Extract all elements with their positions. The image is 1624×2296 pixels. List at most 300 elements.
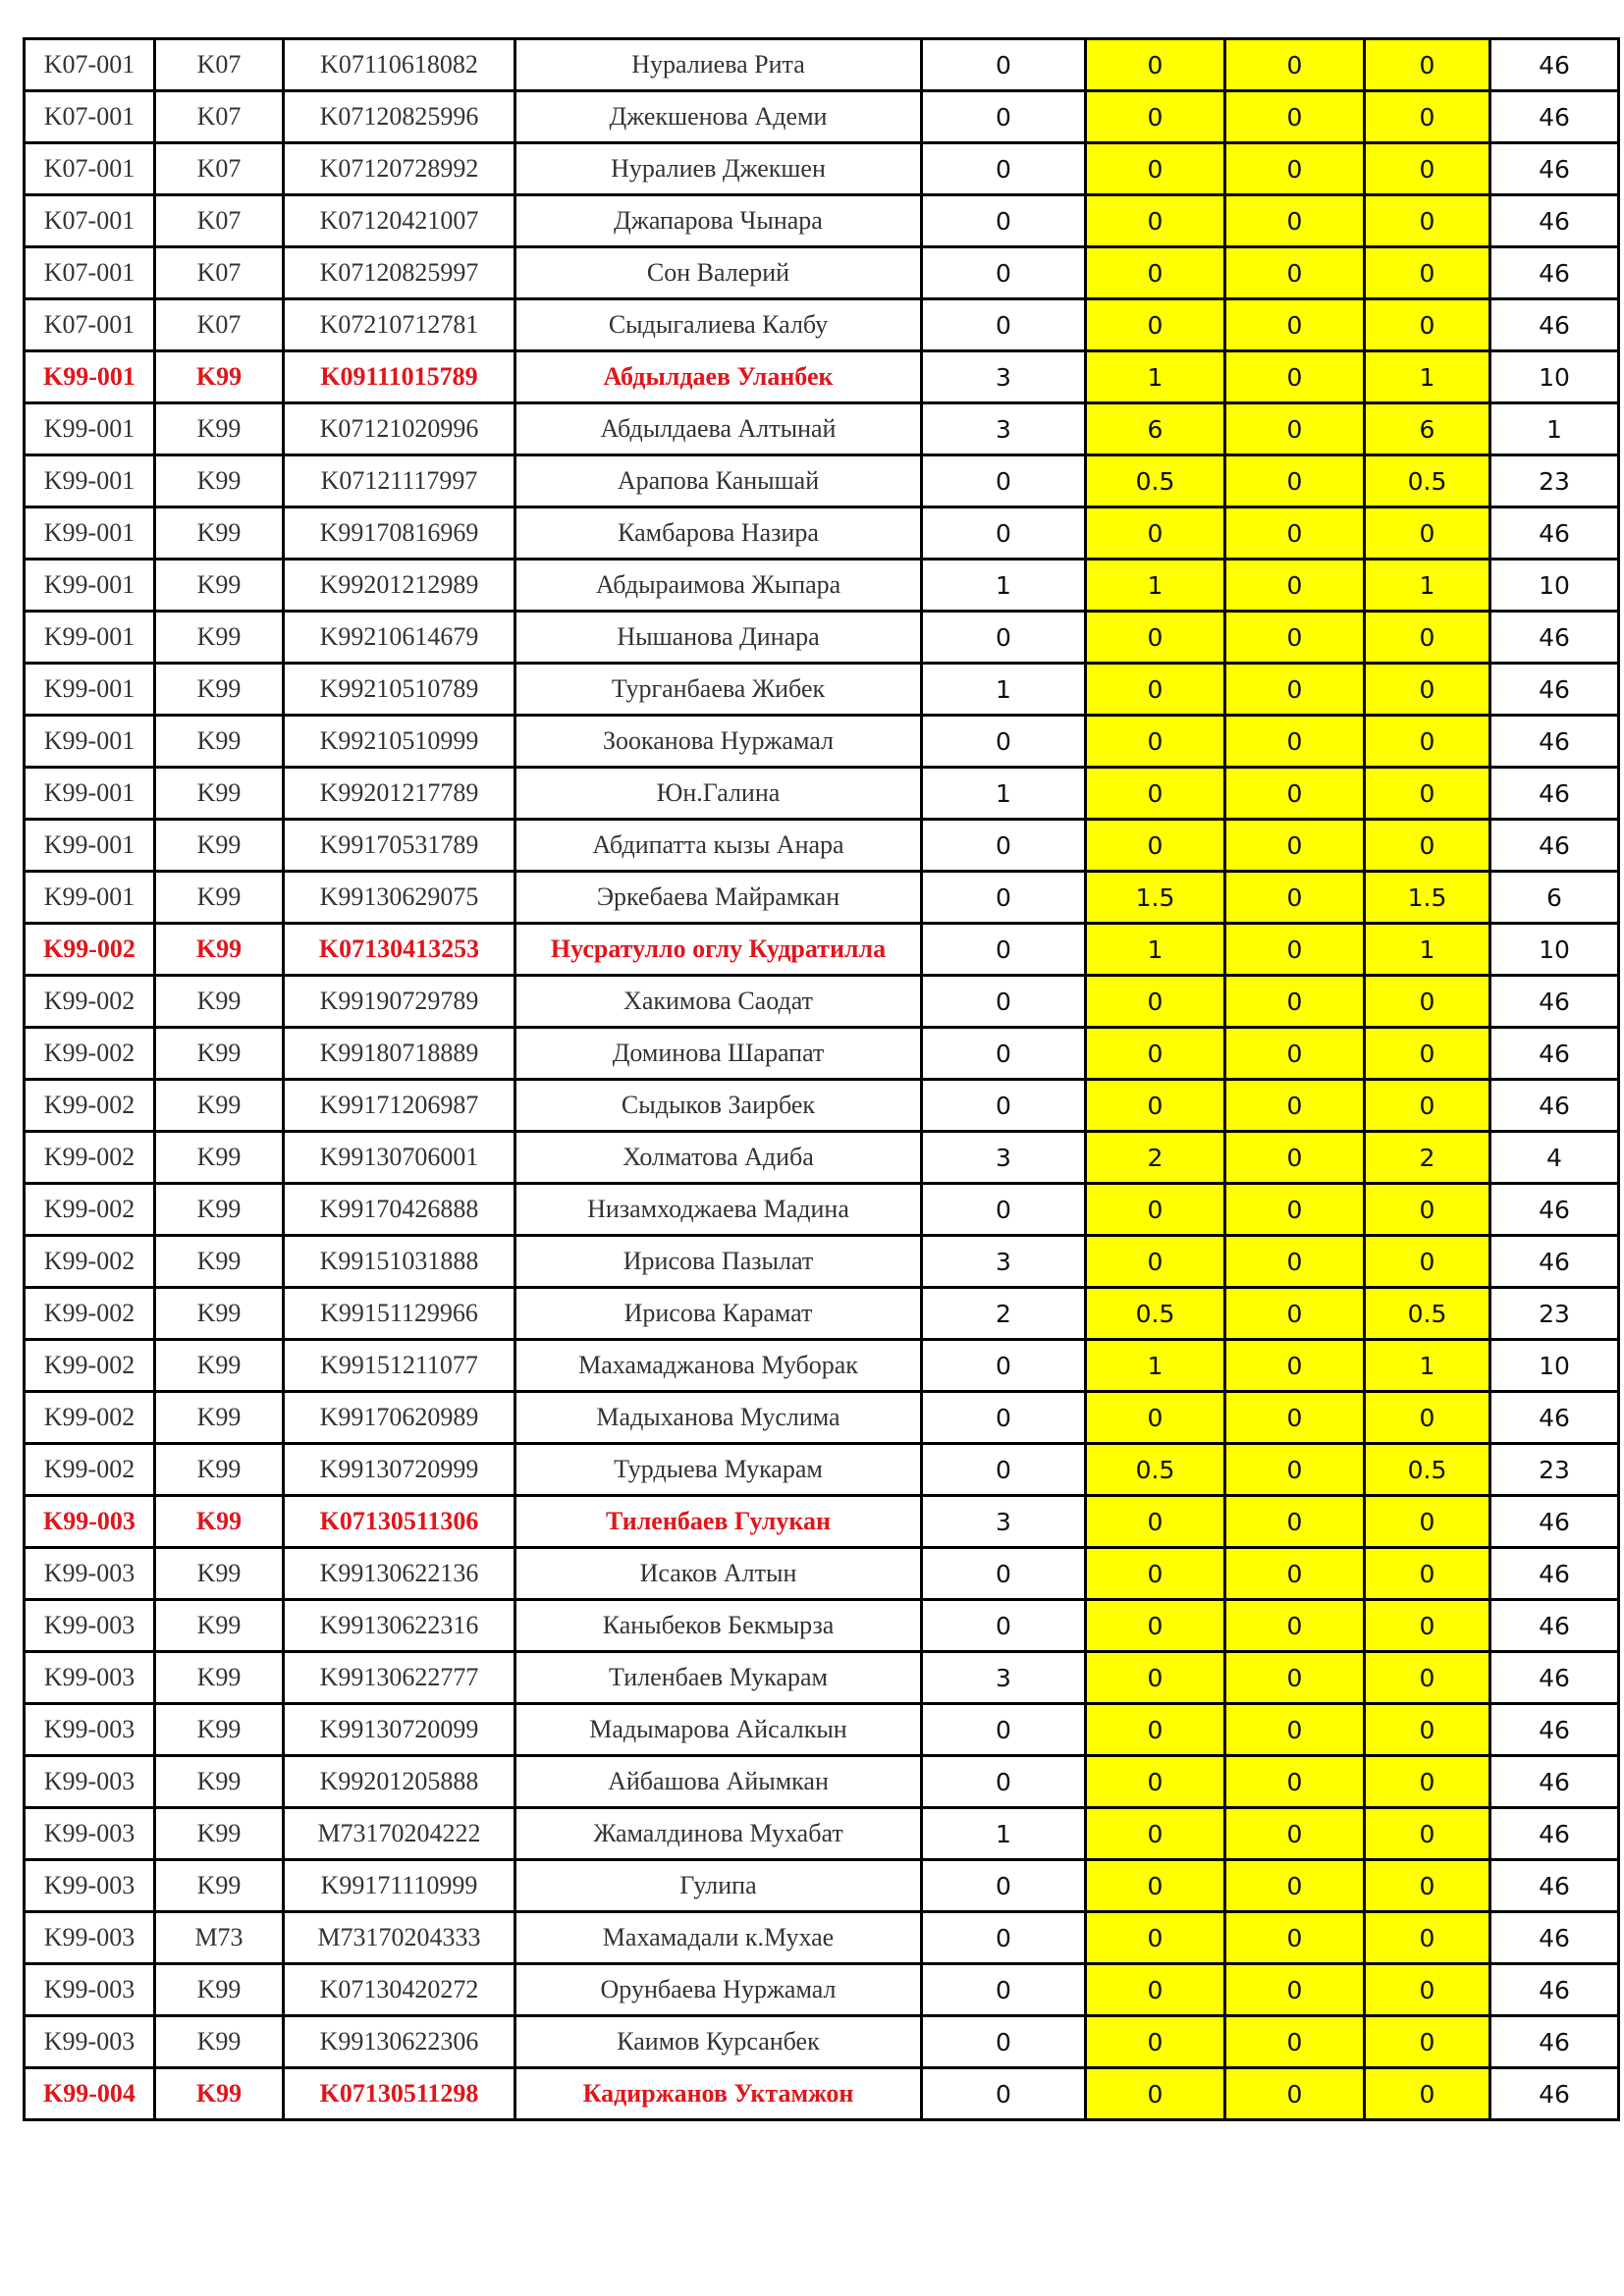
cell-id: K99210510789 xyxy=(284,664,515,716)
cell-group: K07 xyxy=(155,91,284,143)
cell-value-b: 2 xyxy=(1086,1132,1225,1184)
table-row xyxy=(25,2068,1619,2120)
cell-value-b: 0 xyxy=(1086,1860,1225,1912)
cell-group: K99 xyxy=(155,1860,284,1912)
cell-value-e: 46 xyxy=(1490,976,1619,1028)
cell-value-e: 10 xyxy=(1490,351,1619,403)
cell-id: K07120421007 xyxy=(284,195,515,247)
cell-value-a: 0 xyxy=(922,1704,1086,1756)
table-row xyxy=(25,924,1619,976)
cell-group: K07 xyxy=(155,299,284,351)
cell-code: K99-003 xyxy=(25,2016,155,2068)
cell-value-d: 0 xyxy=(1365,1184,1490,1236)
cell-value-a: 0 xyxy=(922,1392,1086,1444)
cell-code: K99-003 xyxy=(25,1548,155,1600)
cell-value-c: 0 xyxy=(1225,768,1365,820)
cell-value-e: 46 xyxy=(1490,768,1619,820)
table-row xyxy=(25,612,1619,664)
cell-code: K07-001 xyxy=(25,299,155,351)
cell-id: K99210614679 xyxy=(284,612,515,664)
cell-code: K07-001 xyxy=(25,247,155,299)
cell-code: K99-004 xyxy=(25,2068,155,2120)
cell-value-b: 0 xyxy=(1086,247,1225,299)
cell-id: M73170204333 xyxy=(284,1912,515,1964)
cell-value-b: 0 xyxy=(1086,1236,1225,1288)
cell-group: K99 xyxy=(155,1132,284,1184)
cell-value-b: 0.5 xyxy=(1086,1288,1225,1340)
cell-name: Арапова Канышай xyxy=(515,455,922,507)
cell-name: Тиленбаев Гулукан xyxy=(515,1496,922,1548)
cell-value-a: 1 xyxy=(922,664,1086,716)
cell-name: Сыдыков Заирбек xyxy=(515,1080,922,1132)
cell-value-b: 1 xyxy=(1086,560,1225,612)
cell-code: K07-001 xyxy=(25,39,155,91)
cell-id: K07120728992 xyxy=(284,143,515,195)
cell-code: K99-001 xyxy=(25,872,155,924)
cell-value-c: 0 xyxy=(1225,1548,1365,1600)
cell-id: M73170204222 xyxy=(284,1808,515,1860)
cell-value-c: 0 xyxy=(1225,1132,1365,1184)
table-row xyxy=(25,664,1619,716)
cell-id: K99180718889 xyxy=(284,1028,515,1080)
cell-value-a: 0 xyxy=(922,612,1086,664)
cell-value-b: 0 xyxy=(1086,91,1225,143)
cell-value-a: 1 xyxy=(922,1808,1086,1860)
cell-value-c: 0 xyxy=(1225,560,1365,612)
cell-value-b: 0 xyxy=(1086,612,1225,664)
cell-value-c: 0 xyxy=(1225,1184,1365,1236)
cell-value-d: 0 xyxy=(1365,664,1490,716)
cell-value-b: 1 xyxy=(1086,351,1225,403)
cell-value-d: 0 xyxy=(1365,1756,1490,1808)
cell-value-e: 46 xyxy=(1490,299,1619,351)
cell-value-d: 0 xyxy=(1365,1392,1490,1444)
cell-group: K99 xyxy=(155,1028,284,1080)
cell-group: K99 xyxy=(155,1756,284,1808)
cell-value-c: 0 xyxy=(1225,976,1365,1028)
cell-group: K99 xyxy=(155,351,284,403)
table-row xyxy=(25,716,1619,768)
cell-code: K99-003 xyxy=(25,1912,155,1964)
cell-value-a: 0 xyxy=(922,976,1086,1028)
cell-code: K07-001 xyxy=(25,91,155,143)
cell-value-d: 0 xyxy=(1365,1600,1490,1652)
cell-name: Махамадали к.Мухае xyxy=(515,1912,922,1964)
cell-value-c: 0 xyxy=(1225,2016,1365,2068)
cell-code: K99-002 xyxy=(25,1236,155,1288)
cell-value-c: 0 xyxy=(1225,1652,1365,1704)
cell-value-b: 1 xyxy=(1086,1340,1225,1392)
cell-name: Камбарова Назира xyxy=(515,507,922,560)
cell-name: Джапарова Чынара xyxy=(515,195,922,247)
cell-value-b: 0 xyxy=(1086,1600,1225,1652)
cell-value-d: 0 xyxy=(1365,91,1490,143)
cell-value-a: 0 xyxy=(922,1080,1086,1132)
cell-value-e: 46 xyxy=(1490,1912,1619,1964)
cell-group: K99 xyxy=(155,1548,284,1600)
cell-code: K99-001 xyxy=(25,351,155,403)
cell-value-e: 46 xyxy=(1490,1028,1619,1080)
cell-name: Турганбаева Жибек xyxy=(515,664,922,716)
cell-name: Юн.Галина xyxy=(515,768,922,820)
cell-value-b: 6 xyxy=(1086,403,1225,455)
cell-code: K99-001 xyxy=(25,820,155,872)
cell-group: K99 xyxy=(155,924,284,976)
cell-value-b: 0 xyxy=(1086,1964,1225,2016)
cell-value-d: 0 xyxy=(1365,1236,1490,1288)
cell-value-a: 3 xyxy=(922,1652,1086,1704)
cell-code: K99-003 xyxy=(25,1600,155,1652)
cell-value-e: 46 xyxy=(1490,1080,1619,1132)
table-row xyxy=(25,1704,1619,1756)
cell-value-e: 46 xyxy=(1490,612,1619,664)
cell-value-a: 0 xyxy=(922,1860,1086,1912)
cell-code: K99-002 xyxy=(25,976,155,1028)
cell-value-c: 0 xyxy=(1225,299,1365,351)
table-row xyxy=(25,195,1619,247)
cell-value-d: 0 xyxy=(1365,768,1490,820)
cell-value-c: 0 xyxy=(1225,247,1365,299)
cell-value-a: 3 xyxy=(922,1236,1086,1288)
cell-code: K07-001 xyxy=(25,143,155,195)
cell-value-d: 0.5 xyxy=(1365,1444,1490,1496)
cell-value-a: 3 xyxy=(922,1132,1086,1184)
cell-value-e: 46 xyxy=(1490,2016,1619,2068)
cell-value-b: 0 xyxy=(1086,976,1225,1028)
cell-code: K99-001 xyxy=(25,403,155,455)
cell-group: K99 xyxy=(155,1080,284,1132)
cell-value-d: 0 xyxy=(1365,1496,1490,1548)
records-table xyxy=(23,37,1620,2121)
cell-value-a: 0 xyxy=(922,924,1086,976)
cell-group: K99 xyxy=(155,1184,284,1236)
cell-value-c: 0 xyxy=(1225,351,1365,403)
cell-id: K07110618082 xyxy=(284,39,515,91)
cell-value-c: 0 xyxy=(1225,195,1365,247)
cell-value-b: 0 xyxy=(1086,1028,1225,1080)
cell-group: K99 xyxy=(155,2016,284,2068)
cell-group: K99 xyxy=(155,2068,284,2120)
cell-value-d: 0 xyxy=(1365,1860,1490,1912)
cell-value-e: 10 xyxy=(1490,1340,1619,1392)
table-row xyxy=(25,1912,1619,1964)
cell-value-d: 0 xyxy=(1365,1080,1490,1132)
cell-group: K99 xyxy=(155,455,284,507)
cell-value-c: 0 xyxy=(1225,1860,1365,1912)
cell-group: K99 xyxy=(155,1704,284,1756)
cell-value-a: 0 xyxy=(922,2068,1086,2120)
cell-value-b: 0 xyxy=(1086,1548,1225,1600)
cell-group: K99 xyxy=(155,1288,284,1340)
cell-value-e: 46 xyxy=(1490,1808,1619,1860)
cell-name: Каимов Курсанбек xyxy=(515,2016,922,2068)
cell-id: K99130629075 xyxy=(284,872,515,924)
cell-value-a: 3 xyxy=(922,1496,1086,1548)
cell-value-e: 6 xyxy=(1490,872,1619,924)
cell-value-e: 46 xyxy=(1490,143,1619,195)
cell-value-c: 0 xyxy=(1225,39,1365,91)
cell-name: Хакимова Саодат xyxy=(515,976,922,1028)
cell-value-b: 0 xyxy=(1086,1652,1225,1704)
table-row xyxy=(25,1808,1619,1860)
cell-value-a: 0 xyxy=(922,143,1086,195)
cell-name: Абдылдаева Алтынай xyxy=(515,403,922,455)
cell-group: K99 xyxy=(155,1392,284,1444)
cell-name: Каныбеков Бекмырза xyxy=(515,1600,922,1652)
table-row xyxy=(25,768,1619,820)
cell-name: Эркебаева Майрамкан xyxy=(515,872,922,924)
cell-value-e: 46 xyxy=(1490,195,1619,247)
cell-code: K07-001 xyxy=(25,195,155,247)
cell-code: K99-003 xyxy=(25,1756,155,1808)
cell-value-d: 0 xyxy=(1365,1704,1490,1756)
cell-name: Абдылдаев Уланбек xyxy=(515,351,922,403)
cell-group: K99 xyxy=(155,820,284,872)
cell-group: K99 xyxy=(155,716,284,768)
cell-value-d: 0 xyxy=(1365,1964,1490,2016)
cell-value-d: 0 xyxy=(1365,1028,1490,1080)
cell-value-b: 0 xyxy=(1086,195,1225,247)
cell-value-d: 2 xyxy=(1365,1132,1490,1184)
cell-id: K99151211077 xyxy=(284,1340,515,1392)
cell-value-c: 0 xyxy=(1225,872,1365,924)
cell-value-e: 46 xyxy=(1490,1600,1619,1652)
table-row xyxy=(25,1496,1619,1548)
cell-group: K07 xyxy=(155,39,284,91)
cell-value-c: 0 xyxy=(1225,1236,1365,1288)
cell-code: K99-003 xyxy=(25,1652,155,1704)
cell-value-b: 0 xyxy=(1086,664,1225,716)
cell-value-e: 46 xyxy=(1490,1704,1619,1756)
cell-id: K99130622306 xyxy=(284,2016,515,2068)
cell-value-a: 0 xyxy=(922,1340,1086,1392)
cell-name: Кадиржанов Уктамжон xyxy=(515,2068,922,2120)
cell-group: K99 xyxy=(155,1652,284,1704)
cell-value-e: 46 xyxy=(1490,1756,1619,1808)
table-row xyxy=(25,507,1619,560)
cell-value-d: 0 xyxy=(1365,2016,1490,2068)
cell-value-a: 0 xyxy=(922,872,1086,924)
cell-id: K99170816969 xyxy=(284,507,515,560)
cell-value-e: 10 xyxy=(1490,560,1619,612)
cell-group: K99 xyxy=(155,872,284,924)
cell-code: K99-001 xyxy=(25,612,155,664)
table-row xyxy=(25,403,1619,455)
cell-value-c: 0 xyxy=(1225,612,1365,664)
cell-code: K99-002 xyxy=(25,1080,155,1132)
cell-value-b: 0 xyxy=(1086,1756,1225,1808)
cell-group: K99 xyxy=(155,1600,284,1652)
cell-value-d: 0 xyxy=(1365,1548,1490,1600)
table-row xyxy=(25,1236,1619,1288)
cell-id: K99130622136 xyxy=(284,1548,515,1600)
cell-value-c: 0 xyxy=(1225,455,1365,507)
cell-code: K99-002 xyxy=(25,1132,155,1184)
cell-id: K99170620989 xyxy=(284,1392,515,1444)
cell-value-b: 0 xyxy=(1086,507,1225,560)
table-row xyxy=(25,1548,1619,1600)
cell-id: K99190729789 xyxy=(284,976,515,1028)
cell-id: K99151129966 xyxy=(284,1288,515,1340)
cell-name: Сыдыгалиева Калбу xyxy=(515,299,922,351)
cell-value-c: 0 xyxy=(1225,1340,1365,1392)
table-row xyxy=(25,143,1619,195)
cell-name: Нышанова Динара xyxy=(515,612,922,664)
cell-value-c: 0 xyxy=(1225,1600,1365,1652)
cell-value-b: 0 xyxy=(1086,1808,1225,1860)
cell-id: K07130511306 xyxy=(284,1496,515,1548)
cell-name: Ирисова Карамат xyxy=(515,1288,922,1340)
cell-value-e: 23 xyxy=(1490,1288,1619,1340)
cell-code: K99-001 xyxy=(25,716,155,768)
cell-id: K07121020996 xyxy=(284,403,515,455)
table-row xyxy=(25,1340,1619,1392)
table-row xyxy=(25,1600,1619,1652)
table-row xyxy=(25,1132,1619,1184)
cell-group: K99 xyxy=(155,1340,284,1392)
cell-value-c: 0 xyxy=(1225,1288,1365,1340)
cell-value-e: 46 xyxy=(1490,1496,1619,1548)
table-row xyxy=(25,1756,1619,1808)
table-row xyxy=(25,872,1619,924)
table-row xyxy=(25,351,1619,403)
cell-value-d: 1 xyxy=(1365,560,1490,612)
cell-value-d: 0 xyxy=(1365,39,1490,91)
cell-id: K07120825996 xyxy=(284,91,515,143)
cell-id: K99201205888 xyxy=(284,1756,515,1808)
cell-name: Доминова Шарапат xyxy=(515,1028,922,1080)
cell-id: K99130706001 xyxy=(284,1132,515,1184)
table-row xyxy=(25,560,1619,612)
cell-value-e: 46 xyxy=(1490,507,1619,560)
cell-value-d: 0 xyxy=(1365,195,1490,247)
cell-name: Нуралиева Рита xyxy=(515,39,922,91)
cell-code: K99-002 xyxy=(25,924,155,976)
cell-id: K99151031888 xyxy=(284,1236,515,1288)
cell-value-d: 1 xyxy=(1365,351,1490,403)
cell-group: K07 xyxy=(155,247,284,299)
table-row xyxy=(25,1080,1619,1132)
cell-value-e: 46 xyxy=(1490,820,1619,872)
cell-name: Турдыева Мукарам xyxy=(515,1444,922,1496)
table-row xyxy=(25,1964,1619,2016)
cell-value-a: 2 xyxy=(922,1288,1086,1340)
cell-id: K99210510999 xyxy=(284,716,515,768)
cell-code: K99-003 xyxy=(25,1704,155,1756)
cell-value-a: 0 xyxy=(922,716,1086,768)
cell-name: Гулипа xyxy=(515,1860,922,1912)
cell-code: K99-002 xyxy=(25,1392,155,1444)
table-body xyxy=(25,39,1619,2120)
cell-name: Айбашова Айымкан xyxy=(515,1756,922,1808)
cell-value-b: 0 xyxy=(1086,39,1225,91)
cell-name: Низамходжаева Мадина xyxy=(515,1184,922,1236)
table-row xyxy=(25,976,1619,1028)
table-row xyxy=(25,1652,1619,1704)
cell-value-d: 0 xyxy=(1365,1652,1490,1704)
cell-id: K07120825997 xyxy=(284,247,515,299)
table-row xyxy=(25,1288,1619,1340)
cell-value-a: 0 xyxy=(922,39,1086,91)
cell-value-a: 0 xyxy=(922,1548,1086,1600)
cell-value-e: 46 xyxy=(1490,664,1619,716)
cell-group: K07 xyxy=(155,195,284,247)
cell-value-c: 0 xyxy=(1225,1496,1365,1548)
table-row xyxy=(25,455,1619,507)
cell-id: K99171206987 xyxy=(284,1080,515,1132)
cell-id: K99130720999 xyxy=(284,1444,515,1496)
cell-value-c: 0 xyxy=(1225,507,1365,560)
cell-value-e: 1 xyxy=(1490,403,1619,455)
cell-code: K99-002 xyxy=(25,1444,155,1496)
cell-group: K99 xyxy=(155,976,284,1028)
cell-value-a: 0 xyxy=(922,299,1086,351)
table-row xyxy=(25,820,1619,872)
cell-value-e: 46 xyxy=(1490,1860,1619,1912)
cell-value-c: 0 xyxy=(1225,1704,1365,1756)
cell-code: K99-002 xyxy=(25,1184,155,1236)
cell-value-b: 0 xyxy=(1086,2068,1225,2120)
cell-id: K99170426888 xyxy=(284,1184,515,1236)
cell-value-b: 0 xyxy=(1086,768,1225,820)
table-row xyxy=(25,299,1619,351)
cell-group: M73 xyxy=(155,1912,284,1964)
cell-group: K99 xyxy=(155,1808,284,1860)
cell-value-e: 46 xyxy=(1490,1236,1619,1288)
cell-value-a: 0 xyxy=(922,1028,1086,1080)
cell-value-b: 0 xyxy=(1086,143,1225,195)
cell-value-b: 0 xyxy=(1086,820,1225,872)
cell-value-b: 0 xyxy=(1086,1496,1225,1548)
cell-value-d: 1 xyxy=(1365,924,1490,976)
table-row xyxy=(25,91,1619,143)
cell-value-d: 0 xyxy=(1365,820,1490,872)
table-row xyxy=(25,1392,1619,1444)
cell-value-c: 0 xyxy=(1225,1808,1365,1860)
cell-value-d: 0 xyxy=(1365,247,1490,299)
cell-code: K99-001 xyxy=(25,455,155,507)
cell-name: Ирисова Пазылат xyxy=(515,1236,922,1288)
cell-value-a: 0 xyxy=(922,507,1086,560)
cell-name: Исаков Алтын xyxy=(515,1548,922,1600)
cell-id: K07130413253 xyxy=(284,924,515,976)
cell-value-d: 1 xyxy=(1365,1340,1490,1392)
cell-id: K07130420272 xyxy=(284,1964,515,2016)
cell-value-e: 4 xyxy=(1490,1132,1619,1184)
cell-value-e: 46 xyxy=(1490,1548,1619,1600)
cell-name: Абдипатта кызы Анара xyxy=(515,820,922,872)
cell-value-a: 0 xyxy=(922,1912,1086,1964)
cell-name: Махамаджанова Муборак xyxy=(515,1340,922,1392)
cell-group: K99 xyxy=(155,1964,284,2016)
cell-group: K99 xyxy=(155,507,284,560)
cell-value-b: 0 xyxy=(1086,1912,1225,1964)
cell-name: Нуралиев Джекшен xyxy=(515,143,922,195)
cell-name: Жамалдинова Мухабат xyxy=(515,1808,922,1860)
cell-name: Тиленбаев Мукарам xyxy=(515,1652,922,1704)
cell-code: K99-001 xyxy=(25,664,155,716)
cell-group: K99 xyxy=(155,1444,284,1496)
cell-value-d: 1.5 xyxy=(1365,872,1490,924)
cell-value-e: 10 xyxy=(1490,924,1619,976)
cell-value-b: 0.5 xyxy=(1086,455,1225,507)
cell-value-b: 0 xyxy=(1086,1080,1225,1132)
cell-value-d: 0 xyxy=(1365,2068,1490,2120)
cell-value-e: 46 xyxy=(1490,2068,1619,2120)
cell-value-e: 46 xyxy=(1490,1184,1619,1236)
cell-name: Орунбаева Нуржамал xyxy=(515,1964,922,2016)
cell-value-c: 0 xyxy=(1225,664,1365,716)
